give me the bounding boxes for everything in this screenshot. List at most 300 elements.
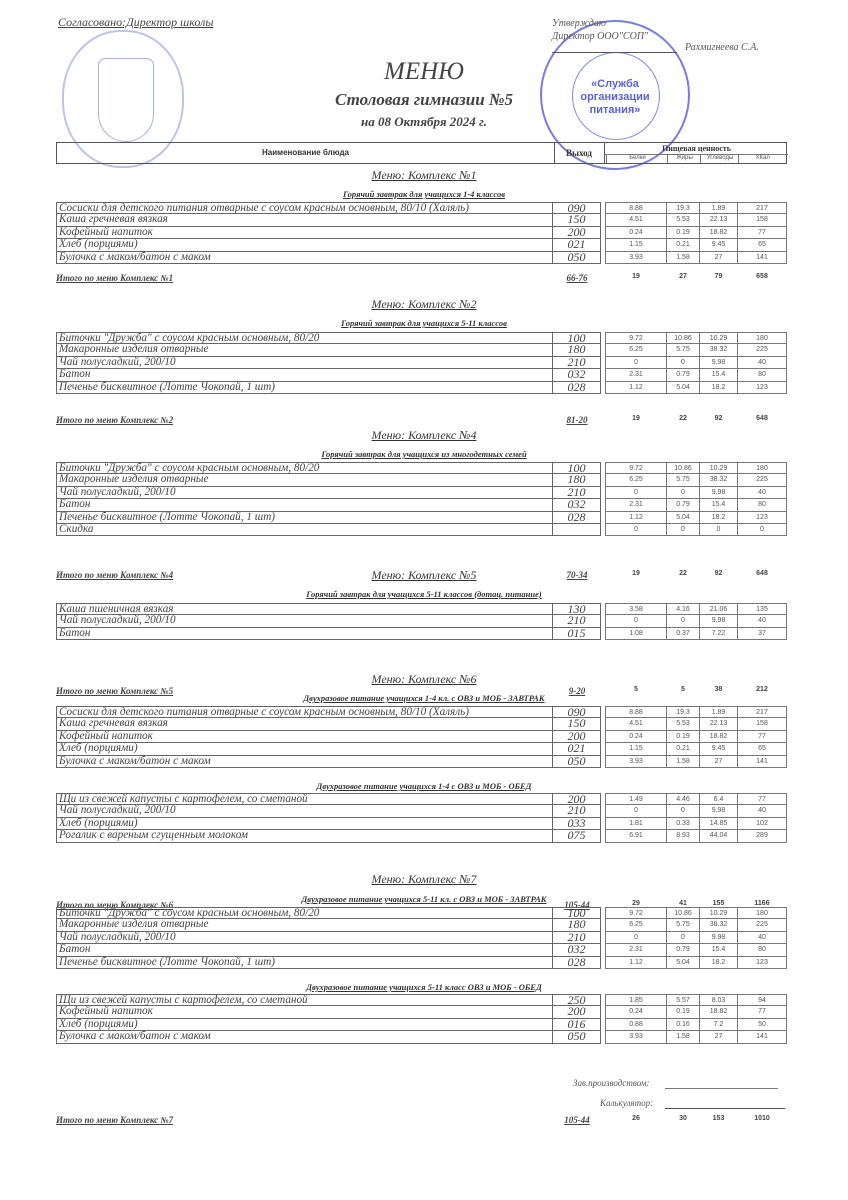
table-row (56, 907, 787, 919)
dish-kcal: 40 (737, 932, 787, 944)
dish-output: 200 (553, 1006, 601, 1018)
total-fat: 30 (679, 1115, 687, 1122)
group-subtitle: Горячий завтрак для учащихся 1-4 классов (342, 189, 506, 199)
dish-kcal: 65 (737, 743, 787, 755)
column-kcal: ККал (738, 154, 787, 163)
column-output: Выход (554, 143, 605, 163)
dish-carbs: 22.13 (699, 718, 738, 730)
dish-carbs: 9.98 (699, 357, 738, 369)
total-carbs: 79 (714, 273, 723, 280)
production-head-signature-line (665, 1088, 778, 1089)
dish-kcal: 40 (737, 805, 787, 817)
dish-name: Скидка (56, 524, 553, 536)
dish-fat: 0.19 (666, 1006, 700, 1018)
dish-fat: 10.86 (666, 332, 700, 344)
dish-protein: 2.31 (605, 369, 667, 381)
column-dish-name: Наименование блюда (57, 143, 555, 163)
dish-protein: 0.88 (605, 1019, 667, 1031)
dish-output: 200 (553, 227, 601, 239)
section-title: Меню: Комплекс №2 (371, 297, 477, 311)
table-row (56, 202, 787, 214)
dish-fat: 5.75 (666, 344, 700, 356)
table-row (56, 954, 787, 969)
dish-carbs: 9.98 (699, 487, 738, 499)
total-protein: 19 (632, 273, 640, 280)
section-total (56, 414, 787, 427)
dish-fat: 5.04 (666, 957, 700, 969)
dish-protein: 3.93 (605, 252, 667, 264)
menu-table (56, 462, 787, 536)
menu-table (56, 994, 787, 1044)
column-fat: Жиры (667, 154, 701, 163)
table-row (56, 830, 787, 842)
dish-protein: 6.25 (605, 919, 667, 931)
dish-name: Биточки "Дружба" с соусом красным основным, 80/20 (56, 332, 553, 344)
dish-protein: 1.81 (605, 818, 667, 830)
column-carbs: Углеводы (700, 154, 739, 163)
total-carbs: 38 (714, 686, 723, 693)
dish-carbs: 38.32 (699, 919, 738, 931)
dish-carbs: 27 (699, 756, 738, 768)
approved-by-block (552, 17, 648, 43)
dish-carbs: 15.4 (699, 499, 738, 511)
dish-name: Сосиски для детского питания отварные с соусом красным основным, 80/10 (Халяль) (56, 706, 553, 718)
total-price-code: 81-20 (566, 415, 588, 425)
group-subtitle: Горячий завтрак для учащихся из многодетных семей (321, 449, 527, 459)
dish-kcal: 77 (737, 793, 787, 805)
table-row (56, 462, 787, 474)
menu-table (56, 202, 787, 264)
dish-kcal: 50 (737, 1019, 787, 1031)
dish-name: Макаронные изделия отварные (56, 474, 553, 486)
dish-carbs: 9.98 (699, 615, 738, 627)
table-row (56, 239, 787, 251)
total-protein: 29 (632, 900, 640, 907)
total-fat: 22 (679, 415, 687, 422)
dish-kcal: 80 (737, 944, 787, 956)
total-kcal: 658 (756, 273, 768, 280)
dish-kcal: 135 (737, 603, 787, 615)
dish-kcal: 77 (737, 227, 787, 239)
dish-name: Печенье бисквитное (Лотте Чокопай, 1 шт) (56, 382, 553, 394)
dish-kcal: 77 (737, 731, 787, 743)
dish-output: 100 (553, 907, 601, 919)
dish-kcal: 123 (737, 957, 787, 969)
total-price-code: 105-44 (564, 900, 590, 910)
dish-kcal: 180 (737, 462, 787, 474)
dish-name: Хлеб (порциями) (56, 1019, 553, 1031)
table-row (56, 344, 787, 356)
dish-output: 033 (553, 818, 601, 830)
dish-output: 021 (553, 239, 601, 251)
table-row (56, 706, 787, 718)
dish-carbs: 9.45 (699, 743, 738, 755)
dish-carbs: 27 (699, 252, 738, 264)
dish-kcal: 289 (737, 830, 787, 842)
dish-name: Щи из свежей капусты с картофелем, со сметаной (56, 793, 553, 805)
dish-name: Булочка с маком/батон с маком (56, 756, 553, 768)
total-kcal: 1166 (754, 900, 770, 907)
column-protein: Белки (606, 154, 668, 163)
dish-name: Чай полусладкий, 200/10 (56, 615, 553, 627)
table-row (56, 484, 787, 499)
total-carbs: 155 (712, 900, 725, 907)
signature-line (552, 52, 677, 53)
dish-carbs: 1.89 (699, 706, 738, 718)
total-price-code: 66-76 (566, 273, 588, 283)
dish-carbs: 44.04 (699, 830, 738, 842)
dish-name: Булочка с маком/батон с маком (56, 1031, 553, 1043)
dish-output (553, 524, 601, 536)
total-fat: 41 (679, 900, 687, 907)
dish-fat: 0 (666, 487, 700, 499)
dish-fat: 0 (666, 357, 700, 369)
table-row (56, 753, 787, 768)
dish-output: 200 (553, 793, 601, 805)
section-title: Меню: Комплекс №5 (371, 568, 477, 582)
table-row (56, 354, 787, 369)
section-total (56, 1114, 787, 1127)
dish-protein: 8.88 (605, 202, 667, 214)
agreed-by-label: Согласовано:Директор школы (58, 15, 214, 29)
dish-output: 090 (553, 202, 601, 214)
dish-output: 210 (553, 805, 601, 817)
dish-kcal: 141 (737, 252, 787, 264)
dish-kcal: 40 (737, 487, 787, 499)
table-row (56, 718, 787, 730)
dish-name: Чай полусладкий, 200/10 (56, 805, 553, 817)
table-row (56, 474, 787, 486)
total-carbs: 92 (714, 415, 723, 422)
total-carbs: 153 (712, 1115, 725, 1122)
dish-output: 032 (553, 499, 601, 511)
table-row (56, 1006, 787, 1018)
dish-protein: 9.72 (605, 332, 667, 344)
dish-kcal: 225 (737, 474, 787, 486)
table-row (56, 524, 787, 536)
dish-output: 032 (553, 944, 601, 956)
table-row (56, 509, 787, 524)
dish-fat: 4.46 (666, 793, 700, 805)
dish-carbs: 18.2 (699, 382, 738, 394)
dish-output: 021 (553, 743, 601, 755)
dish-kcal: 217 (737, 706, 787, 718)
group-subtitle: Двухразовое питание учащихся 1-4 с ОВЗ и МОБ - ОБЕД (316, 781, 532, 791)
approve-label: Утверждаю (552, 18, 606, 29)
dish-carbs: 18.2 (699, 957, 738, 969)
dish-fat: 0.21 (666, 743, 700, 755)
dish-name: Хлеб (порциями) (56, 743, 553, 755)
dish-fat: 5.04 (666, 382, 700, 394)
dish-carbs: 9.98 (699, 805, 738, 817)
total-price-code: 70-34 (566, 570, 588, 580)
total-fat: 22 (679, 570, 687, 577)
dish-output: 028 (553, 382, 601, 394)
dish-protein: 4.51 (605, 214, 667, 226)
dish-fat: 0.79 (666, 499, 700, 511)
total-carbs: 92 (714, 570, 723, 577)
dish-protein: 1.12 (605, 512, 667, 524)
group-subtitle: Горячий завтрак для учащихся 5-11 классов (дотац. питание) (306, 589, 542, 599)
dish-fat: 19.3 (666, 706, 700, 718)
dish-fat: 0 (666, 932, 700, 944)
dish-output: 210 (553, 615, 601, 627)
total-price-code: 9-20 (568, 686, 586, 696)
dish-carbs: 9.98 (699, 932, 738, 944)
total-label: Итого по меню Комплекс №6 (56, 900, 174, 910)
dish-output: 050 (553, 252, 601, 264)
table-row (56, 214, 787, 226)
dish-name: Чай полусладкий, 200/10 (56, 357, 553, 369)
dish-protein: 1.12 (605, 382, 667, 394)
table-row (56, 224, 787, 239)
dish-carbs: 18.82 (699, 227, 738, 239)
dish-name: Кофейный напиток (56, 227, 553, 239)
dish-fat: 1.58 (666, 252, 700, 264)
dish-protein: 3.93 (605, 756, 667, 768)
dish-protein: 1.85 (605, 994, 667, 1006)
dish-output: 050 (553, 756, 601, 768)
dish-fat: 5.75 (666, 474, 700, 486)
dish-carbs: 18.2 (699, 512, 738, 524)
group-subtitle: Двухразовое питание учащихся 1-4 кл. с ОВЗ и МОБ - ЗАВТРАК (303, 693, 545, 703)
dish-carbs: 7.22 (699, 628, 738, 640)
dish-fat: 0 (666, 524, 700, 536)
dish-fat: 0 (666, 805, 700, 817)
dish-fat: 0.21 (666, 239, 700, 251)
dish-fat: 0.16 (666, 1019, 700, 1031)
total-fat: 27 (679, 273, 687, 280)
dish-kcal: 158 (737, 718, 787, 730)
dish-protein: 1.08 (605, 628, 667, 640)
dish-protein: 0 (605, 932, 667, 944)
dish-fat: 0.33 (666, 818, 700, 830)
dish-protein: 1.49 (605, 793, 667, 805)
production-head-label: Зав.производством: (573, 1078, 650, 1088)
page-subtitle: Столовая гимназии №5 (334, 90, 514, 109)
dish-protein: 0.24 (605, 227, 667, 239)
dish-name: Рогалик с вареным сгущенным молоком (56, 830, 553, 842)
total-price-code: 105-44 (564, 1115, 590, 1125)
section-title: Меню: Комплекс №1 (371, 168, 477, 182)
dish-fat: 0.37 (666, 628, 700, 640)
dish-name: Кофейный напиток (56, 1006, 553, 1018)
dish-name: Хлеб (порциями) (56, 818, 553, 830)
dish-name: Биточки "Дружба" с соусом красным основным, 80/20 (56, 907, 553, 919)
dish-carbs: 38.32 (699, 474, 738, 486)
dish-output: 210 (553, 357, 601, 369)
total-protein: 26 (632, 1115, 640, 1122)
dish-kcal: 40 (737, 357, 787, 369)
dish-fat: 5.75 (666, 919, 700, 931)
dish-carbs: 10.29 (699, 907, 738, 919)
dish-protein: 2.31 (605, 499, 667, 511)
dish-carbs: 15.4 (699, 944, 738, 956)
dish-fat: 1.58 (666, 1031, 700, 1043)
dish-output: 075 (553, 830, 601, 842)
dish-kcal: 40 (737, 615, 787, 627)
dish-carbs: 15.4 (699, 369, 738, 381)
dish-protein: 0 (605, 805, 667, 817)
menu-table (56, 907, 787, 969)
table-row (56, 249, 787, 264)
dish-fat: 5.53 (666, 214, 700, 226)
dish-protein: 9.72 (605, 462, 667, 474)
dish-carbs: 38.32 (699, 344, 738, 356)
dish-carbs: 10.29 (699, 332, 738, 344)
dish-carbs: 7.2 (699, 1019, 738, 1031)
dish-carbs: 27 (699, 1031, 738, 1043)
dish-output: 015 (553, 628, 601, 640)
dish-fat: 4.16 (666, 603, 700, 615)
dish-fat: 5.04 (666, 512, 700, 524)
dish-name: Булочка с маком/батон с маком (56, 252, 553, 264)
calculator-label: Калькулятор: (600, 1098, 654, 1108)
dish-kcal: 141 (737, 1031, 787, 1043)
dish-protein: 3.93 (605, 1031, 667, 1043)
dish-protein: 6.91 (605, 830, 667, 842)
section-title: Меню: Комплекс №4 (371, 428, 477, 442)
dish-fat: 0.19 (666, 731, 700, 743)
dish-protein: 3.58 (605, 603, 667, 615)
total-label: Итого по меню Комплекс №4 (56, 570, 174, 580)
dish-carbs: 6.4 (699, 793, 738, 805)
dish-name: Хлеб (порциями) (56, 239, 553, 251)
total-kcal: 1010 (754, 1115, 770, 1122)
dish-output: 090 (553, 706, 601, 718)
dish-output: 100 (553, 332, 601, 344)
dish-protein: 1.15 (605, 239, 667, 251)
dish-output: 130 (553, 603, 601, 615)
table-row (56, 625, 787, 640)
dish-protein: 0 (605, 357, 667, 369)
table-row (56, 369, 787, 381)
dish-output: 032 (553, 369, 601, 381)
dish-protein: 0 (605, 615, 667, 627)
table-row (56, 743, 787, 755)
dish-kcal: 225 (737, 344, 787, 356)
dish-name: Макаронные изделия отварные (56, 344, 553, 356)
dish-carbs: 10.29 (699, 462, 738, 474)
dish-carbs: 22.13 (699, 214, 738, 226)
group-subtitle: Горячий завтрак для учащихся 5-11 классов (341, 318, 507, 328)
dish-name: Щи из свежей капусты с картофелем, со сметаной (56, 994, 553, 1006)
dish-kcal: 180 (737, 907, 787, 919)
dish-output: 016 (553, 1019, 601, 1031)
dish-fat: 0.19 (666, 227, 700, 239)
total-protein: 19 (632, 570, 640, 577)
dish-carbs: 8.03 (699, 994, 738, 1006)
dish-fat: 0 (666, 615, 700, 627)
dish-output: 210 (553, 932, 601, 944)
dish-carbs: 18.82 (699, 731, 738, 743)
total-fat: 5 (681, 686, 685, 693)
dish-carbs: 18.82 (699, 1006, 738, 1018)
section-total (56, 272, 787, 285)
dish-name: Батон (56, 628, 553, 640)
total-protein: 5 (634, 686, 638, 693)
dish-kcal: 94 (737, 994, 787, 1006)
menu-date: на 08 Октября 2024 г. (361, 114, 487, 129)
total-kcal: 648 (756, 570, 768, 577)
dish-fat: 5.53 (666, 718, 700, 730)
dish-kcal: 123 (737, 382, 787, 394)
dish-protein: 6.25 (605, 474, 667, 486)
dish-protein: 0 (605, 524, 667, 536)
table-header (56, 142, 787, 164)
column-nutrition: Пищевая ценность (605, 143, 788, 155)
total-label: Итого по меню Комплекс №2 (56, 415, 174, 425)
dish-name: Кофейный напиток (56, 731, 553, 743)
dish-kcal: 158 (737, 214, 787, 226)
menu-table (56, 706, 787, 768)
dish-kcal: 77 (737, 1006, 787, 1018)
section-title: Меню: Комплекс №7 (371, 872, 477, 886)
group-subtitle: Двухразовое питание учащихся 5-11 кл. с ОВЗ и МОБ - ЗАВТРАК (301, 894, 547, 904)
table-row (56, 615, 787, 627)
dish-carbs: 1.89 (699, 202, 738, 214)
dish-kcal: 80 (737, 369, 787, 381)
dish-name: Печенье бисквитное (Лотте Чокопай, 1 шт) (56, 957, 553, 969)
dish-carbs: 9.45 (699, 239, 738, 251)
table-row (56, 815, 787, 830)
menu-table (56, 332, 787, 394)
dish-protein: 2.31 (605, 944, 667, 956)
approver-name: Рахмигнеева С.А. (685, 42, 759, 53)
dish-carbs: 14.85 (699, 818, 738, 830)
dish-output: 210 (553, 487, 601, 499)
dish-output: 180 (553, 474, 601, 486)
dish-kcal: 123 (737, 512, 787, 524)
table-row (56, 944, 787, 956)
dish-output: 180 (553, 919, 601, 931)
dish-fat: 10.86 (666, 462, 700, 474)
dish-name: Батон (56, 944, 553, 956)
dish-fat: 5.57 (666, 994, 700, 1006)
dish-name: Печенье бисквитное (Лотте Чокопай, 1 шт) (56, 512, 553, 524)
dish-fat: 0.79 (666, 369, 700, 381)
dish-protein: 0.24 (605, 1006, 667, 1018)
calculator-signature-line (665, 1108, 785, 1109)
dish-fat: 8.93 (666, 830, 700, 842)
dish-name: Каша гречневая вязкая (56, 718, 553, 730)
dish-protein: 8.88 (605, 706, 667, 718)
dish-output: 250 (553, 994, 601, 1006)
table-row (56, 499, 787, 511)
group-subtitle: Двухразовое питание учащихся 5-11 класс ОВЗ и МОБ - ОБЕД (306, 982, 542, 992)
dish-output: 028 (553, 957, 601, 969)
dish-name: Батон (56, 499, 553, 511)
dish-name: Макаронные изделия отварные (56, 919, 553, 931)
total-kcal: 648 (756, 415, 768, 422)
dish-fat: 19.3 (666, 202, 700, 214)
dish-name: Батон (56, 369, 553, 381)
dish-carbs: 21.06 (699, 603, 738, 615)
dish-protein: 0.24 (605, 731, 667, 743)
dish-name: Каша пшеничная вязкая (56, 603, 553, 615)
dish-protein: 1.12 (605, 957, 667, 969)
dish-kcal: 0 (737, 524, 787, 536)
dish-name: Каша гречневая вязкая (56, 214, 553, 226)
dish-output: 150 (553, 718, 601, 730)
approve-position: Директор ООО"СОП" (552, 31, 649, 42)
table-row (56, 1016, 787, 1031)
table-row (56, 793, 787, 805)
dish-output: 028 (553, 512, 601, 524)
dish-output: 150 (553, 214, 601, 226)
dish-protein: 0 (605, 487, 667, 499)
dish-protein: 4.51 (605, 718, 667, 730)
